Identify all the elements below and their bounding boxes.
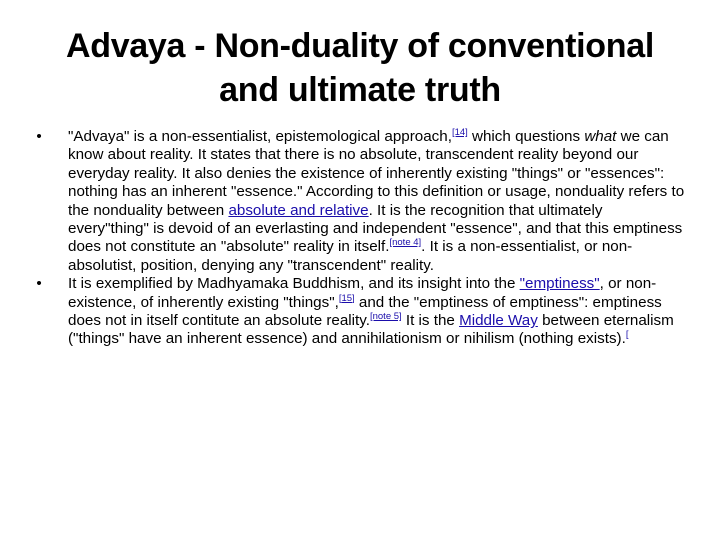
slide-title — [30, 24, 690, 112]
emphasis-text: what — [584, 128, 617, 145]
text: It is exemplified by Madhyamaka Buddhism, and its insight into the — [68, 275, 520, 293]
bullet-icon: • — [36, 128, 42, 145]
text: , or non-existence, of inherently existing "things", — [68, 275, 657, 311]
text: and the "emptiness of emptiness": emptiness does not in itself contitute an absolute reality. — [68, 293, 662, 330]
bullet-item-madhyamaka — [30, 275, 685, 349]
bullet-icon: • — [36, 275, 42, 293]
text: between eternalism ("things" have an inherent essence) and annihilationism or nihilism (nothing exists). — [68, 312, 674, 348]
bullet-item-advaya — [30, 128, 685, 275]
bullet-list — [30, 128, 685, 349]
text: It is the — [401, 312, 460, 330]
citation-link-trailing[interactable]: [ — [625, 329, 629, 341]
text: . It is a non-essentialist, or non-absolutist, position, denying any "transcendent" reality. — [68, 238, 633, 274]
citation-link-15[interactable]: [15] — [338, 292, 355, 304]
text: which questions — [467, 128, 585, 145]
link-middle-way[interactable]: Middle Way — [459, 312, 538, 330]
note-link-4[interactable]: [note 4] — [389, 237, 422, 249]
text: . It is the recognition that ultimately every"thing" is devoid of an everlasting and independent "essence", and that this emptiness does not constitute an "absolute" reality in itself. — [68, 201, 683, 256]
title-line-2: and ultimate truth — [219, 71, 501, 109]
text: "Advaya" is a non-essentialist, epistemological approach, — [68, 128, 452, 145]
note-link-5[interactable]: [note 5] — [369, 311, 402, 323]
link-absolute-and-relative[interactable]: absolute and relative — [228, 201, 369, 219]
citation-link-14[interactable]: [14] — [451, 127, 468, 138]
text: we can know about reality. It states that there is no absolute, transcendent reality beyond our everyday reality. It also denies the existence of inherently existing "things" or "essences": nothing has an inherent "essence." According to this definition or usage, nonduality refers to the nonduality between — [68, 128, 685, 219]
title-line-1: Advaya - Non-duality of conventional — [65, 27, 655, 65]
link-emptiness[interactable]: "emptiness" — [519, 275, 600, 293]
